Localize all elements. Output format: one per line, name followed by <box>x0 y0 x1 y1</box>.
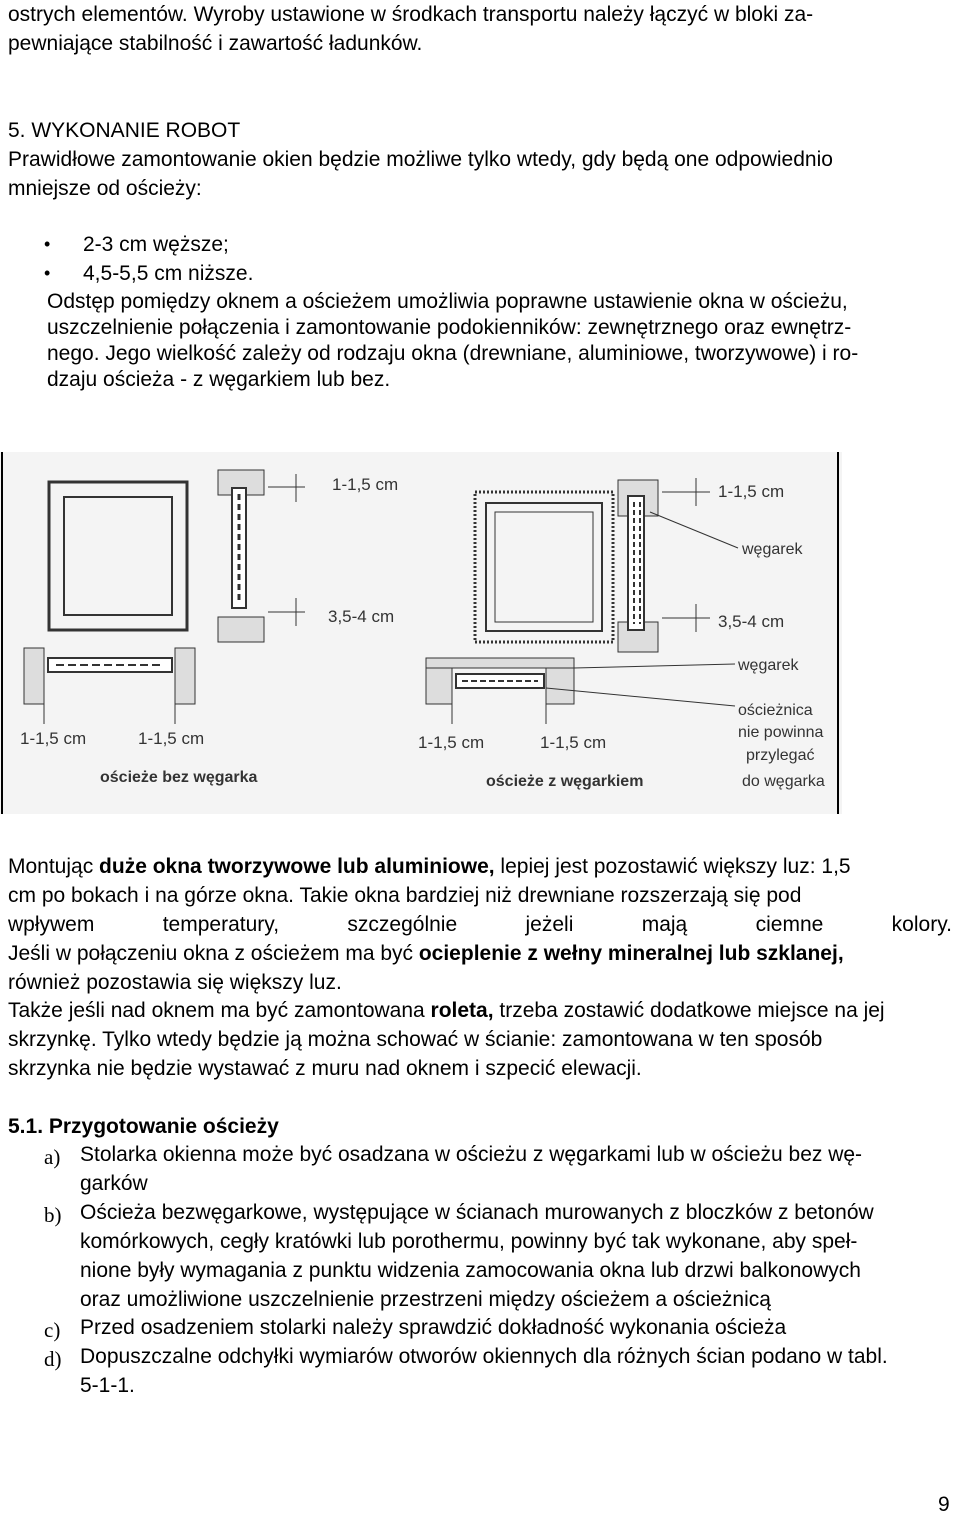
justified-word: kolory. <box>891 913 952 936</box>
dim-side-top: 1-1,5 cm <box>332 475 399 494</box>
r-note-line-3: przylegać <box>746 747 815 764</box>
p3-line-8: skrzynka nie będzie wystawać z muru nad oknem i szpecić elewacji. <box>8 1057 642 1080</box>
r-note-line-1: ościeżnica <box>738 702 813 719</box>
intro-line-2: pewniające stabilność i zawartość ładunków. <box>8 32 423 55</box>
section-5-1-heading: 5.1. Przygotowanie ościeży <box>8 1115 279 1138</box>
list-item-a-line-1: Stolarka okienna może być osadzana w ościeżu z węgarkami lub w ościeżu bez wę- <box>80 1143 863 1166</box>
p3-bold-text: ocieplenie z wełny mineralnej lub szklanej, <box>418 942 844 965</box>
justified-word: jeżeli <box>525 913 574 936</box>
section-5-paragraph-line-1: Prawidłowe zamontowanie okien będzie możliwe tylko wtedy, gdy będą one odpowiednio <box>8 148 833 171</box>
p3-text: lepiej jest pozostawić większy luz: 1,5 <box>494 855 851 878</box>
p3-line-6 <box>8 998 885 1024</box>
r-note-line-4: do węgarka <box>742 773 825 790</box>
p3-text: Także jeśli nad oknem ma być zamontowana <box>8 999 431 1022</box>
justified-word: wpływem <box>8 913 95 936</box>
list-item-d-line-1: Dopuszczalne odchyłki wymiarów otworów okiennych dla różnych ścian podano w tabl. <box>80 1345 888 1368</box>
p3-line-4 <box>8 941 844 967</box>
caption-right: ościeże z węgarkiem <box>486 773 644 790</box>
justified-word: mają <box>641 913 688 936</box>
list-item-c-line-1: Przed osadzeniem stolarki należy sprawdzić dokładność wykonania ościeża <box>80 1316 787 1339</box>
page-number: 9 <box>938 1493 950 1516</box>
p3-text: Montując <box>8 855 100 878</box>
window-gap-diagram <box>0 452 842 814</box>
r-note-line-2: nie powinna <box>738 724 824 741</box>
p3-line-7: skrzynkę. Tylko wtedy będzie ją można schować w ścianie: zamontowana w ten sposób <box>8 1028 823 1051</box>
p3-text: Jeśli w połączeniu okna z ościeżem ma być <box>8 942 419 965</box>
r-dim-bottom-left: 1-1,5 cm <box>418 733 485 752</box>
gap-paragraph-line-1: Odstęp pomiędzy oknem a ościeżem umożliwia poprawne ustawienie okna w ościeżu, <box>47 290 848 313</box>
r-dim-side-bottom: 3,5-4 cm <box>718 612 785 631</box>
justified-word: ciemne <box>755 913 824 936</box>
section-5-heading: 5. WYKONANIE ROBOT <box>8 119 241 142</box>
list-item-b-line-3: nione były wymagania z punktu widzenia zamocowania okna lub drzwi balkonowych <box>80 1259 861 1282</box>
p3-line-2: cm po bokach i na górze okna. Takie okna bardziej niż drewniane rozszerzają się pod <box>8 884 802 907</box>
list-item-b-line-4: oraz umożliwione uszczelnienie przestrzeni między ościeżem a ościeżnicą <box>80 1288 771 1311</box>
r-dim-side-top: 1-1,5 cm <box>718 482 785 501</box>
intro-text-1: ostrych elementów. Wyroby ustawione w środkach transportu należy łączyć w bloki za- <box>8 3 814 26</box>
list-item-a-line-2: garków <box>80 1172 148 1195</box>
list-item-d-line-2: 5-1-1. <box>80 1374 135 1397</box>
list-item-b-line-2: komórkowych, cegły kratówki lub porothermu, powinny być tak wykonane, aby speł- <box>80 1230 858 1253</box>
gap-paragraph-line-2: uszczelnienie połączenia i zamontowanie podokienników: zewnętrznego oraz ewnętrz- <box>47 316 852 339</box>
justified-word: temperatury, <box>162 913 280 936</box>
p3-line-1 <box>8 854 851 880</box>
intro-line-1 <box>8 2 952 28</box>
caption-left: ościeże bez węgarka <box>100 769 258 786</box>
gap-paragraph-line-4: dzaju ościeża - z węgarkiem lub bez. <box>47 368 391 391</box>
list-marker-c: c) <box>44 1318 61 1342</box>
list-marker-b: b) <box>44 1203 62 1227</box>
justified-word: szczególnie <box>347 913 458 936</box>
r-dim-bottom-right: 1-1,5 cm <box>540 733 607 752</box>
p3-line-3 <box>8 912 952 938</box>
r-label-wegarek-2: węgarek <box>738 657 799 674</box>
list-marker-a: a) <box>44 1145 61 1169</box>
list-item-b-line-1: Ościeża bezwęgarkowe, występujące w ścianach murowanych z bloczków z betonów <box>80 1201 874 1224</box>
p3-bold-text: roleta, <box>430 999 494 1022</box>
bullet-item-2: 4,5-5,5 cm niższe. <box>83 262 254 285</box>
dim-bottom-right: 1-1,5 cm <box>138 729 205 748</box>
dim-bottom-left: 1-1,5 cm <box>20 729 87 748</box>
p3-bold-text: duże okna tworzywowe lub aluminiowe, <box>99 855 495 878</box>
bullet-dot: • <box>44 263 51 283</box>
r-label-wegarek-1: węgarek <box>742 541 803 558</box>
bullet-item-1: 2-3 cm węższe; <box>83 233 229 256</box>
section-5-paragraph-line-2: mniejsze od ościeży: <box>8 177 202 200</box>
gap-paragraph-line-3: nego. Jego wielkość zależy od rodzaju okna (drewniane, aluminiowe, tworzywowe) i ro- <box>47 342 859 365</box>
dim-side-bottom: 3,5-4 cm <box>328 607 395 626</box>
list-marker-d: d) <box>44 1347 62 1371</box>
bullet-dot: • <box>44 234 51 254</box>
p3-line-5: również pozostawia się większy luz. <box>8 971 342 994</box>
p3-text: trzeba zostawić dodatkowe miejsce na jej <box>493 999 885 1022</box>
